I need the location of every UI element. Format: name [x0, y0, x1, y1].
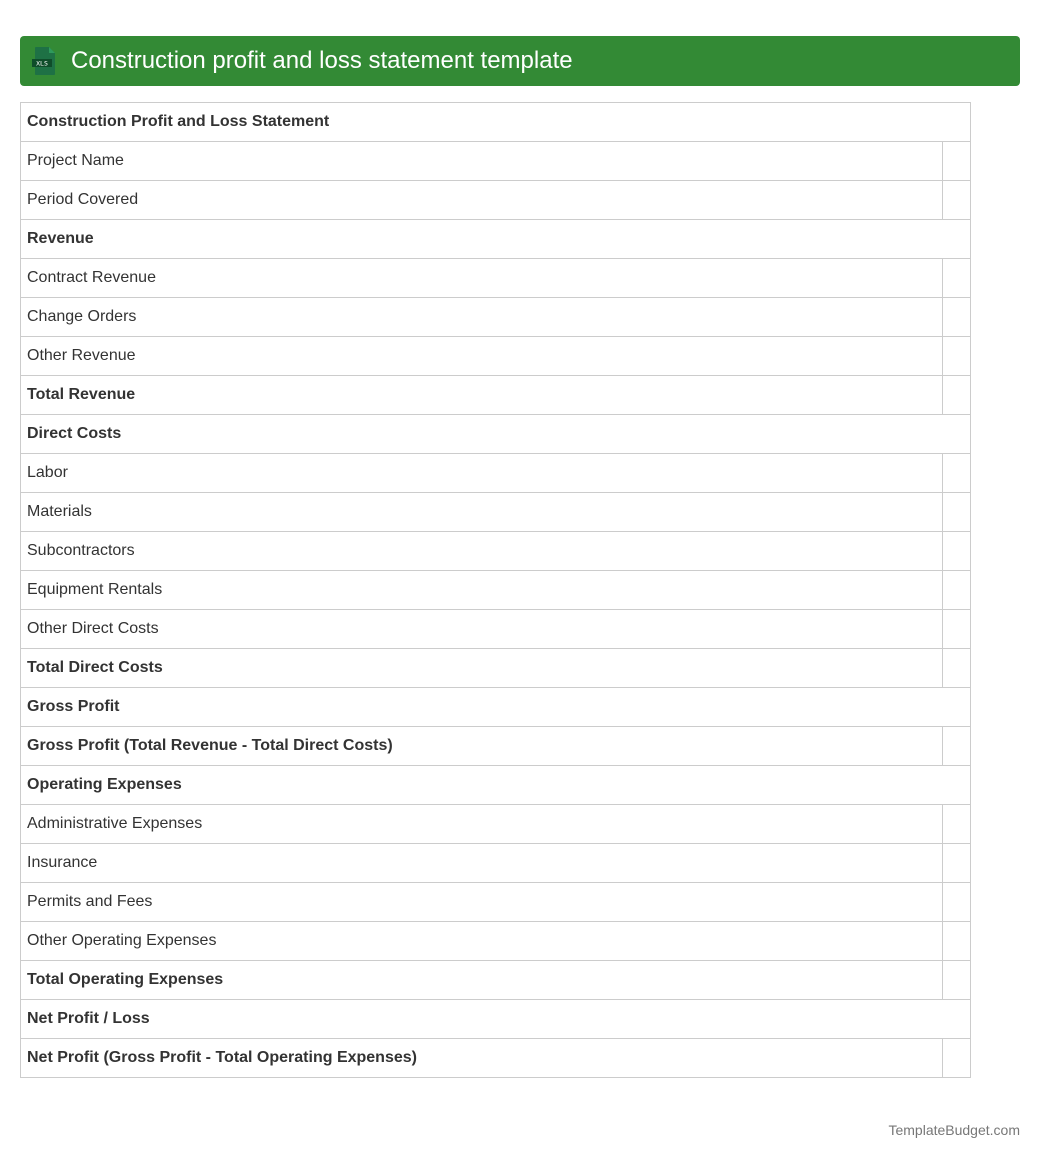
value-cell[interactable] [943, 181, 971, 220]
table-row [21, 805, 971, 844]
value-cell[interactable] [943, 259, 971, 298]
profit-loss-table-body [21, 103, 971, 1078]
value-cell[interactable] [943, 493, 971, 532]
value-cell[interactable] [943, 532, 971, 571]
table-row [21, 844, 971, 883]
table-row [21, 454, 971, 493]
row-label: Insurance [21, 844, 943, 883]
svg-text:XLS: XLS [36, 59, 48, 68]
table-row [21, 922, 971, 961]
table-row [21, 493, 971, 532]
xls-file-icon [30, 46, 60, 76]
value-cell[interactable] [943, 805, 971, 844]
value-cell[interactable] [943, 376, 971, 415]
row-label: Labor [21, 454, 943, 493]
row-label: Total Operating Expenses [21, 961, 943, 1000]
table-row [21, 727, 971, 766]
row-label: Permits and Fees [21, 883, 943, 922]
table-row [21, 181, 971, 220]
value-cell[interactable] [943, 844, 971, 883]
page-title: Construction profit and loss statement template [71, 47, 573, 74]
value-cell[interactable] [943, 922, 971, 961]
row-label: Materials [21, 493, 943, 532]
footer-brand: TemplateBudget.com [888, 1122, 1020, 1138]
value-cell[interactable] [943, 337, 971, 376]
row-label: Contract Revenue [21, 259, 943, 298]
section-title: Direct Costs [21, 415, 971, 454]
section-title: Construction Profit and Loss Statement [21, 103, 971, 142]
row-label: Project Name [21, 142, 943, 181]
value-cell[interactable] [943, 142, 971, 181]
value-cell[interactable] [943, 454, 971, 493]
section-header-row [21, 220, 971, 259]
section-header-row [21, 1000, 971, 1039]
value-cell[interactable] [943, 727, 971, 766]
row-label: Change Orders [21, 298, 943, 337]
row-label: Other Operating Expenses [21, 922, 943, 961]
value-cell[interactable] [943, 1039, 971, 1078]
table-row [21, 883, 971, 922]
section-title: Net Profit / Loss [21, 1000, 971, 1039]
value-cell[interactable] [943, 883, 971, 922]
section-header-row [21, 688, 971, 727]
value-cell[interactable] [943, 571, 971, 610]
table-row [21, 142, 971, 181]
table-row [21, 298, 971, 337]
row-label: Total Revenue [21, 376, 943, 415]
row-label: Equipment Rentals [21, 571, 943, 610]
table-row [21, 610, 971, 649]
section-title: Operating Expenses [21, 766, 971, 805]
row-label: Subcontractors [21, 532, 943, 571]
table-row [21, 259, 971, 298]
row-label: Other Direct Costs [21, 610, 943, 649]
section-header-row [21, 766, 971, 805]
section-header-row [21, 415, 971, 454]
value-cell[interactable] [943, 961, 971, 1000]
row-label: Gross Profit (Total Revenue - Total Direct Costs) [21, 727, 943, 766]
row-label: Administrative Expenses [21, 805, 943, 844]
row-label: Period Covered [21, 181, 943, 220]
profit-loss-table [20, 102, 971, 1078]
row-label: Other Revenue [21, 337, 943, 376]
value-cell[interactable] [943, 610, 971, 649]
title-bar [20, 36, 1020, 86]
section-title: Revenue [21, 220, 971, 259]
table-row [21, 337, 971, 376]
table-row [21, 376, 971, 415]
value-cell[interactable] [943, 298, 971, 337]
section-header-row [21, 103, 971, 142]
section-title: Gross Profit [21, 688, 971, 727]
value-cell[interactable] [943, 649, 971, 688]
table-row [21, 649, 971, 688]
row-label: Net Profit (Gross Profit - Total Operating Expenses) [21, 1039, 943, 1078]
row-label: Total Direct Costs [21, 649, 943, 688]
table-row [21, 571, 971, 610]
table-row [21, 532, 971, 571]
table-row [21, 961, 971, 1000]
table-row [21, 1039, 971, 1078]
